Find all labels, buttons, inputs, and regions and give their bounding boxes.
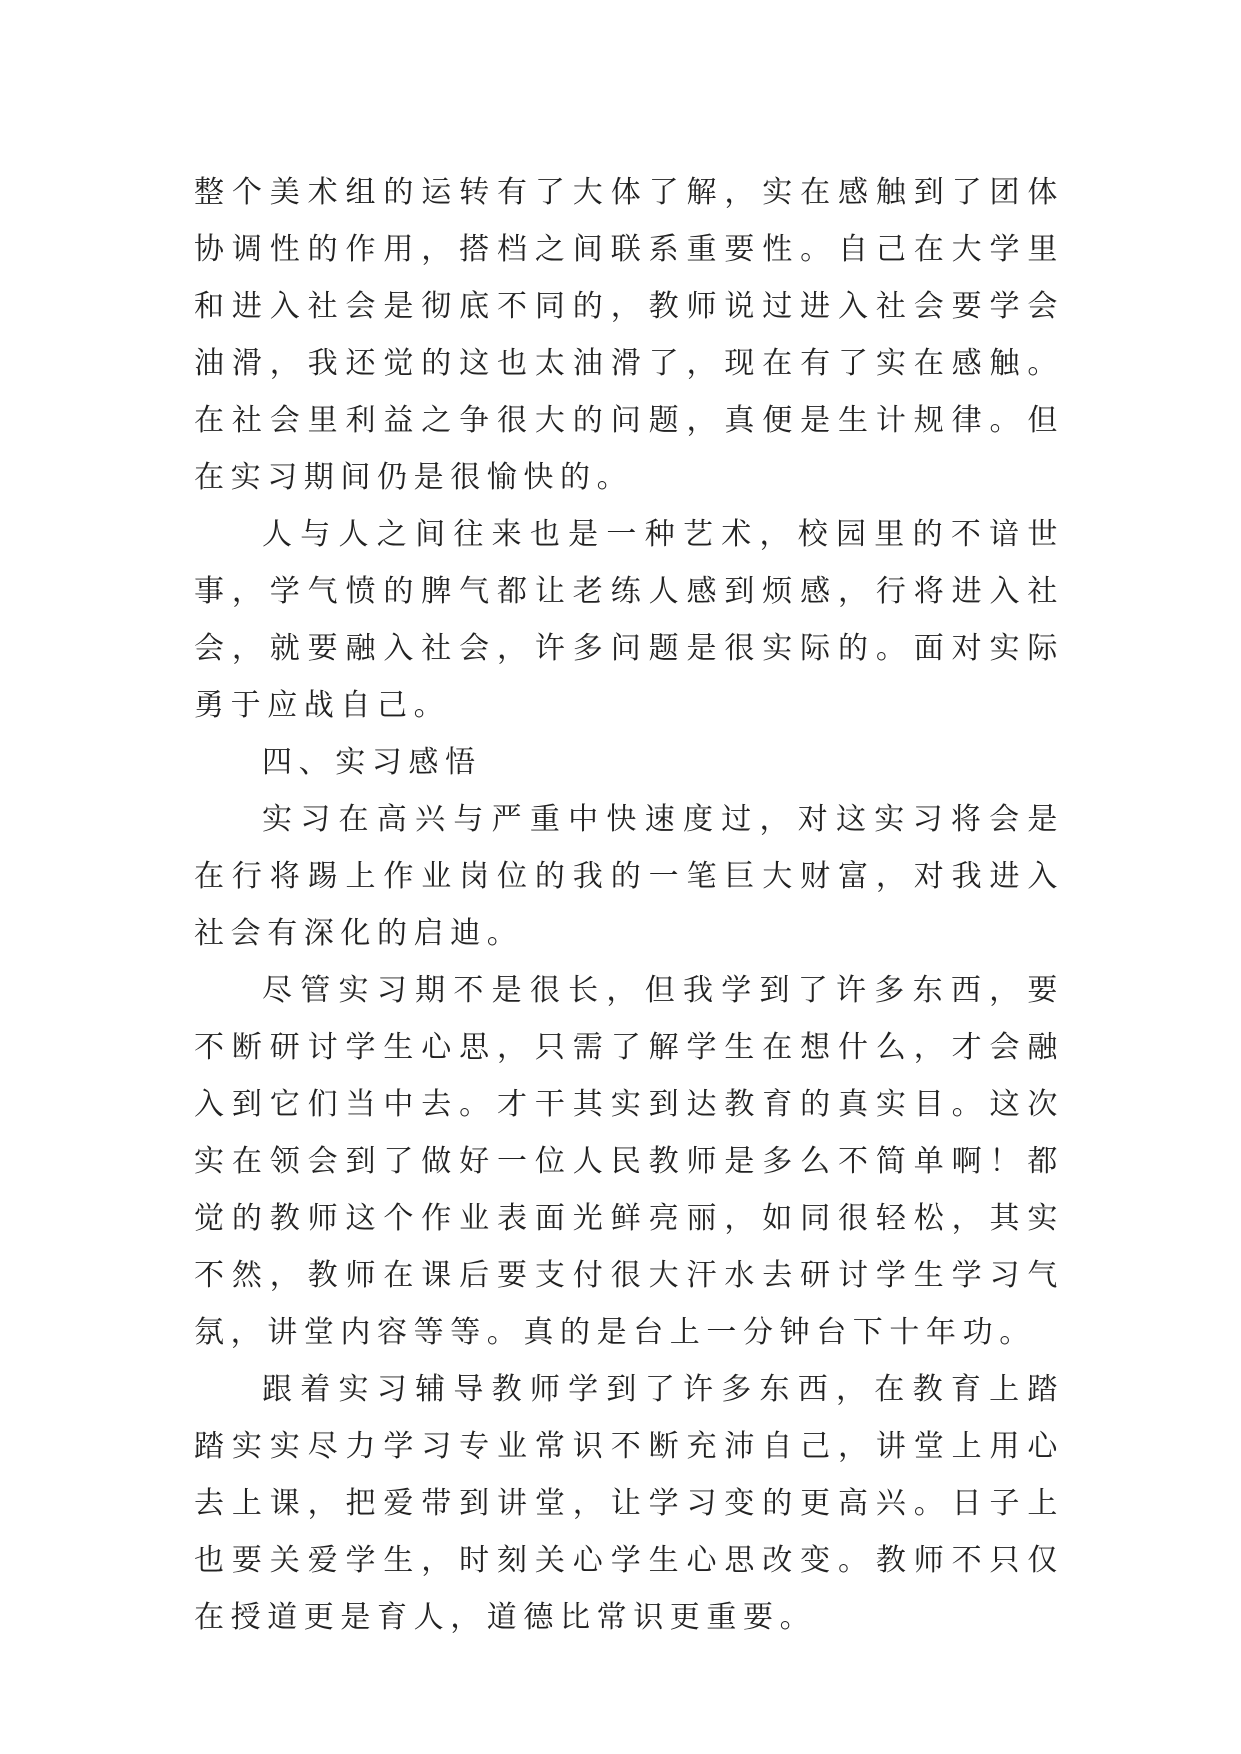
paragraph-mentor-learning: 跟着实习辅导教师学到了许多东西，在教育上踏踏实实尽力学习专业常识不断充沛自己，讲堂上用心去上课，把爱带到讲堂，让学习变的更高兴。日子上也要关爱学生，时刻关心学生心思改变。教师不只仅在授道更是育人，道德比常识更重要。 <box>194 1372 1064 1635</box>
document-body <box>194 164 1064 1646</box>
paragraph-teaching-lessons: 尽管实习期不是很长，但我学到了许多东西，要不断研讨学生心思，只需了解学生在想什么，才会融入到它们当中去。才干其实到达教育的真实目。这次实在领会到了做好一位人民教师是多么不简单啊！都觉的教师这个作业表面光鲜亮丽，如同很轻松，其实不然，教师在课后要支付很大汗水去研讨学生学习气氛，讲堂内容等等。真的是台上一分钟台下十年功。 <box>194 973 1064 1350</box>
section-heading-internship-reflection: 四、实习感悟 <box>262 745 482 780</box>
paragraph-social-interaction: 人与人之间往来也是一种艺术，校园里的不谙世事，学气愤的脾气都让老练人感到烦感，行将进入社会，就要融入社会，许多问题是很实际的。面对实际勇于应战自己。 <box>194 517 1064 723</box>
paragraph-internship-summary: 实习在高兴与严重中快速度过，对这实习将会是在行将踢上作业岗位的我的一笔巨大财富，对我进入社会有深化的启迪。 <box>194 802 1064 951</box>
paragraph-continuation: 整个美术组的运转有了大体了解，实在感触到了团体协调性的作用，搭档之间联系重要性。自己在大学里和进入社会是彻底不同的，教师说过进入社会要学会油滑，我还觉的这也太油滑了，现在有了实在感触。在社会里利益之争很大的问题，真便是生计规律。但在实习期间仍是很愉快的。 <box>194 175 1064 495</box>
